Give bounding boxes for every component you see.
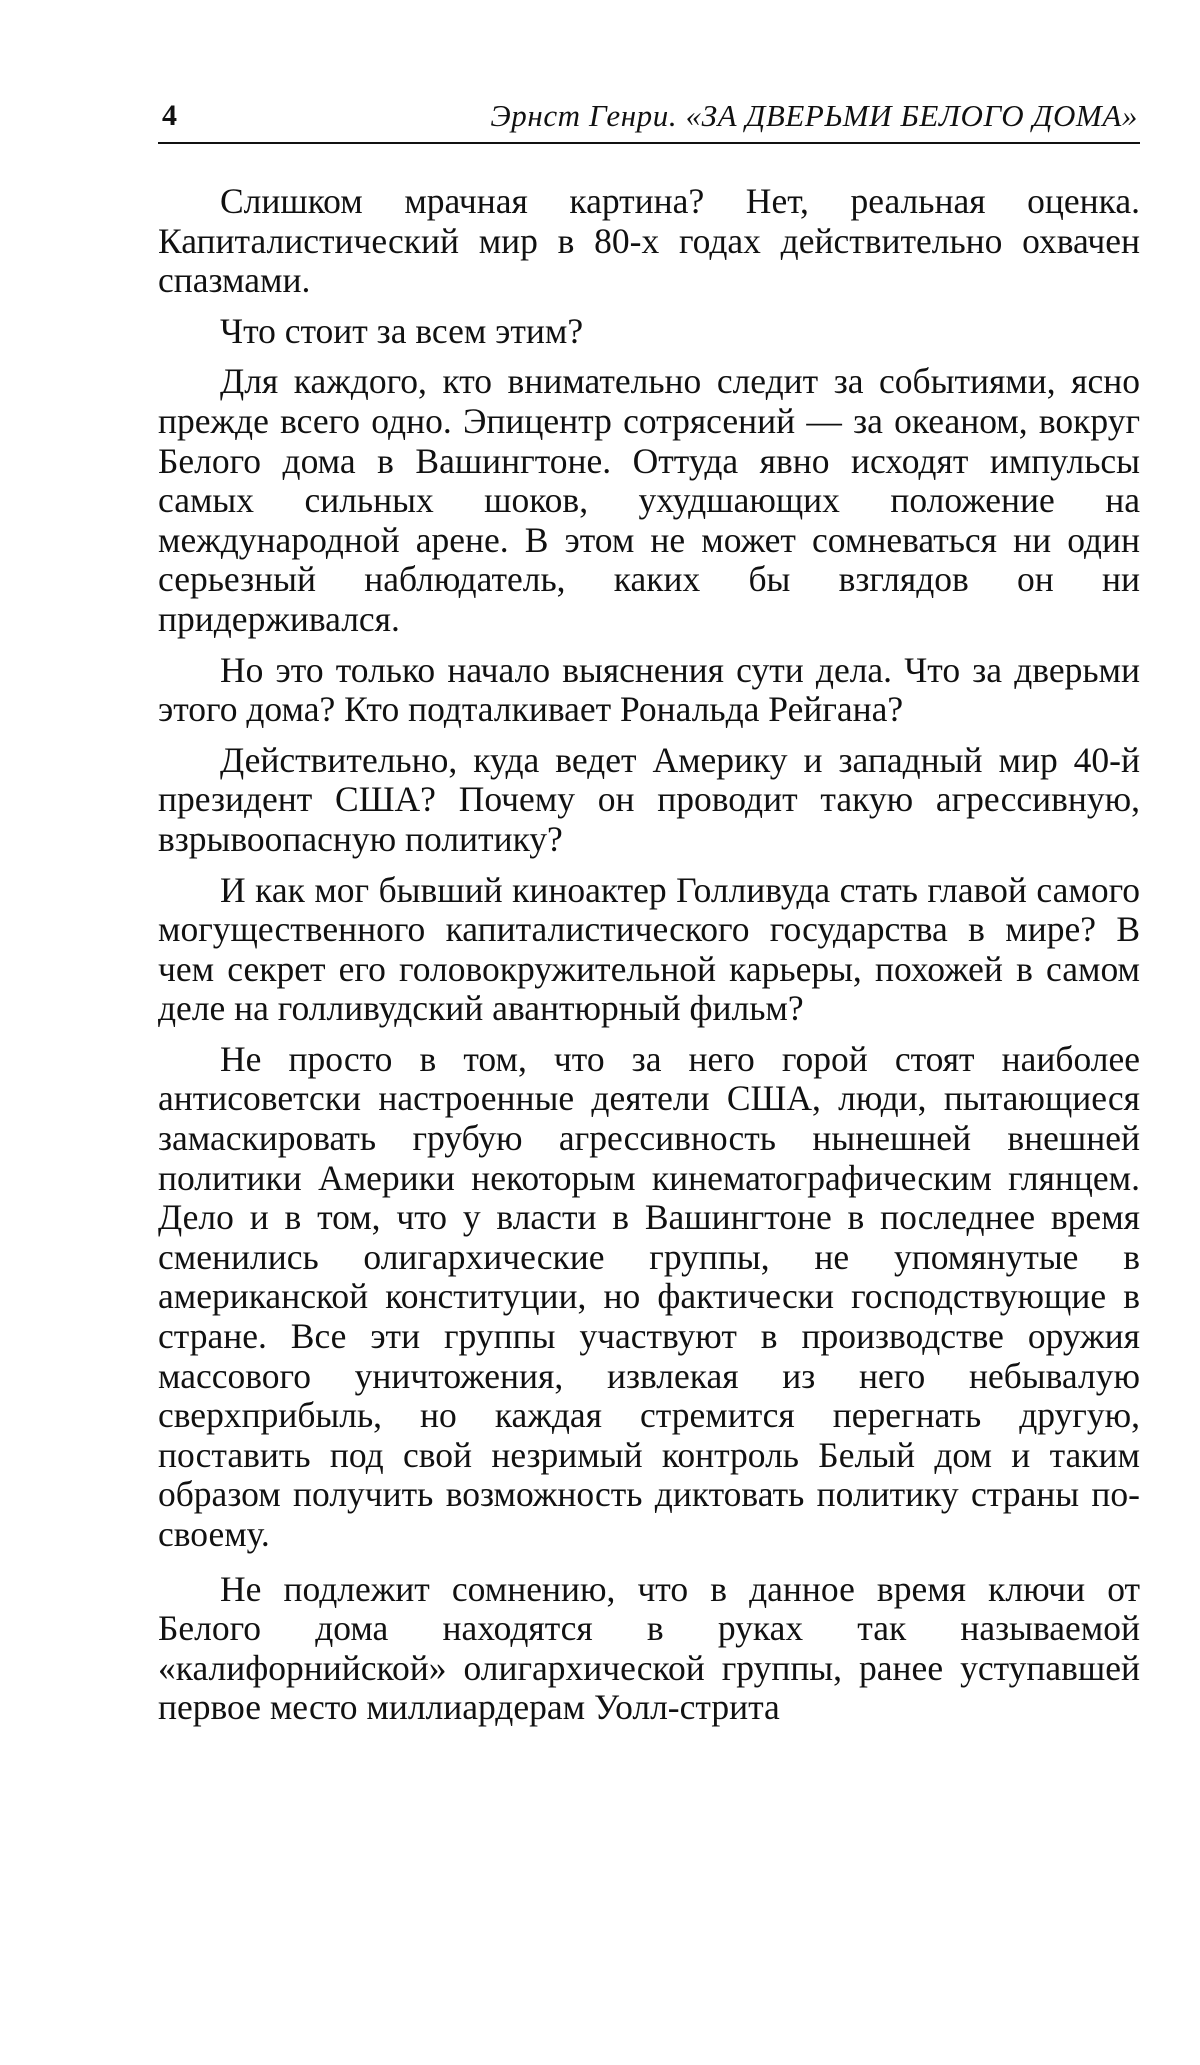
paragraph: Для каждого, кто внимательно следит за событиями, ясно прежде всего одно. Эпицентр сотрясений — за океаном, вокруг Белого дома в Вашингтоне. Оттуда явно исходят импульсы самых сильных шоков, ухудшающих положение на международной арене. В этом не может сомневаться ни один серьезный наблюдатель, каких бы взглядов он ни придерживался. — [158, 361, 1140, 639]
paragraph: И как мог бывший киноактер Голливуда стать главой самого могущественного капиталистического государства в мире? В чем секрет его головокружительной карьеры, похожей в самом деле на голливудский авантюрный фильм? — [158, 869, 1140, 1029]
running-title: Эрнст Генри. «ЗА ДВЕРЬМИ БЕЛОГО ДОМА» — [490, 98, 1138, 133]
page-number: 4 — [162, 99, 177, 132]
body-text — [158, 182, 1140, 1728]
paragraph: Слишком мрачная картина? Нет, реальная оценка. Капиталистический мир в 80-х годах действительно охвачен спазмами. — [158, 181, 1140, 301]
running-head — [158, 96, 1140, 144]
paragraph: Что стоит за всем этим? — [220, 310, 584, 351]
paragraph: Действительно, куда ведет Америку и западный мир 40-й президент США? Почему он проводит такую агрессивную, взрывоопасную политику? — [158, 739, 1140, 859]
paragraph: Не подлежит сомнению, что в данное время ключи от Белого дома находятся в руках так называемой «калифорнийской» олигархической группы, ранее уступавшей первое место миллиардерам Уолл-стрита — [158, 1568, 1140, 1728]
paragraph: Но это только начало выяснения сути дела. Что за дверьми этого дома? Кто подталкивает Рональда Рейгана? — [158, 649, 1140, 730]
paragraph: Не просто в том, что за него горой стоят наиболее антисоветски настроенные деятели США, люди, пытающиеся замаскировать грубую агрессивность нынешней внешней политики Америки некоторым кинематографическим глянцем. Дело и в том, что у власти в Вашингтоне в последнее время сменились олигархические группы, не упомянутые в американской конституции, но фактически господствующие в стране. Все эти группы участвуют в производстве оружия массового уничтожения, извлекая из него небывалую сверхприбыль, но каждая стремится перегнать другую, поставить под свой незримый контроль Белый дом и таким образом получить возможность диктовать политику страны по-своему. — [158, 1038, 1140, 1554]
book-page — [158, 96, 1140, 1739]
